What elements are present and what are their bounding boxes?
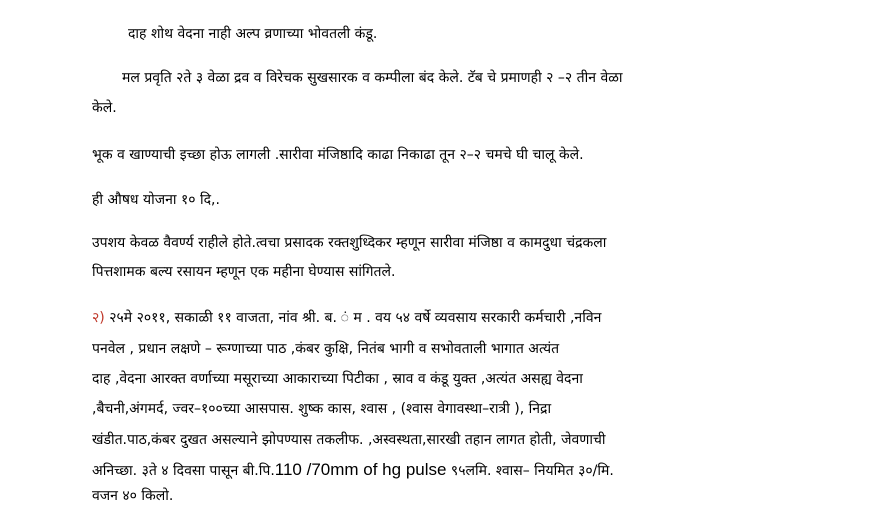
paragraph-line-5: ही औषध योजना १० दि,. <box>92 192 220 208</box>
case-line-5: खंडीत.पाठ,कंबर दुखत असल्याने झोपण्यास तकलीफ. ,अस्वस्थता,सारखी तहान लागत होती, जेवणाची <box>92 432 606 448</box>
case-line-3: दाह ,वेदना आरक्त वर्णाच्या मसूराच्या आकाराच्या पिटीका , स्राव व कंडू युक्त ,अत्यंत असह्य वेदना <box>92 371 583 387</box>
bp-value: 110 /70mm of hg pulse <box>274 460 447 479</box>
case-number: २) <box>92 310 105 326</box>
paragraph-line-1: दाह शोथ वेदना नाही अल्प व्रणाच्या भोवतली कंडू. <box>128 26 378 42</box>
case-line-7: वजन ४० किलो. <box>92 488 174 504</box>
case-line-4: ,बैचनी,अंगमर्द, ज्वर–१००च्या आसपास. शुष्क कास, श्वास , (श्वास वेगावस्था–रात्री ), निद्रा <box>92 401 552 417</box>
bp-suffix: ९५लमि. श्वास– नियमित ३०/मि. <box>446 463 614 479</box>
paragraph-line-2: मल प्रवृति २ते ३ वेळा द्रव व विरेचक सुखसारक व कम्पीला बंद केले. टॅब चे प्रमाणही २ –२ तीन वेळा <box>122 70 623 86</box>
paragraph-line-6: उपशय केवळ वैवर्ण्य राहीले होते.त्वचा प्रसादक रक्तशुध्दिकर म्हणून सारीवा मंजिष्ठा व कामदुधा चंद्रकला <box>92 235 607 251</box>
case-line-1-text: २५मे २०११, सकाळी ११ वाजता, नांव श्री. ब. ं म . वय ५४ वर्षे व्यवसाय सरकारी कर्मचारी ,नविन <box>109 310 602 326</box>
bp-prefix: अनिच्छा. ३ते ४ दिवसा पासून बी.पि. <box>92 463 275 479</box>
case-line-1 <box>92 308 601 328</box>
case-line-2: पनवेल , प्रधान लक्षणे – रूग्णाच्या पाठ ,कंबर कुक्षि, नितंब भागी व सभोवताली भागात अत्यंत <box>92 341 560 357</box>
paragraph-line-7: पित्तशामक बल्य रसायन म्हणून एक महीना घेण्यास सांगितले. <box>92 264 396 280</box>
case-line-6 <box>92 460 614 481</box>
paragraph-line-4: भूक व खाण्याची इच्छा होऊ लागली .सारीवा मंजिष्ठादि काढा निकाढा तून २–२ चमचे घी चालू केले. <box>92 147 584 163</box>
paragraph-line-3: केले. <box>92 100 117 116</box>
